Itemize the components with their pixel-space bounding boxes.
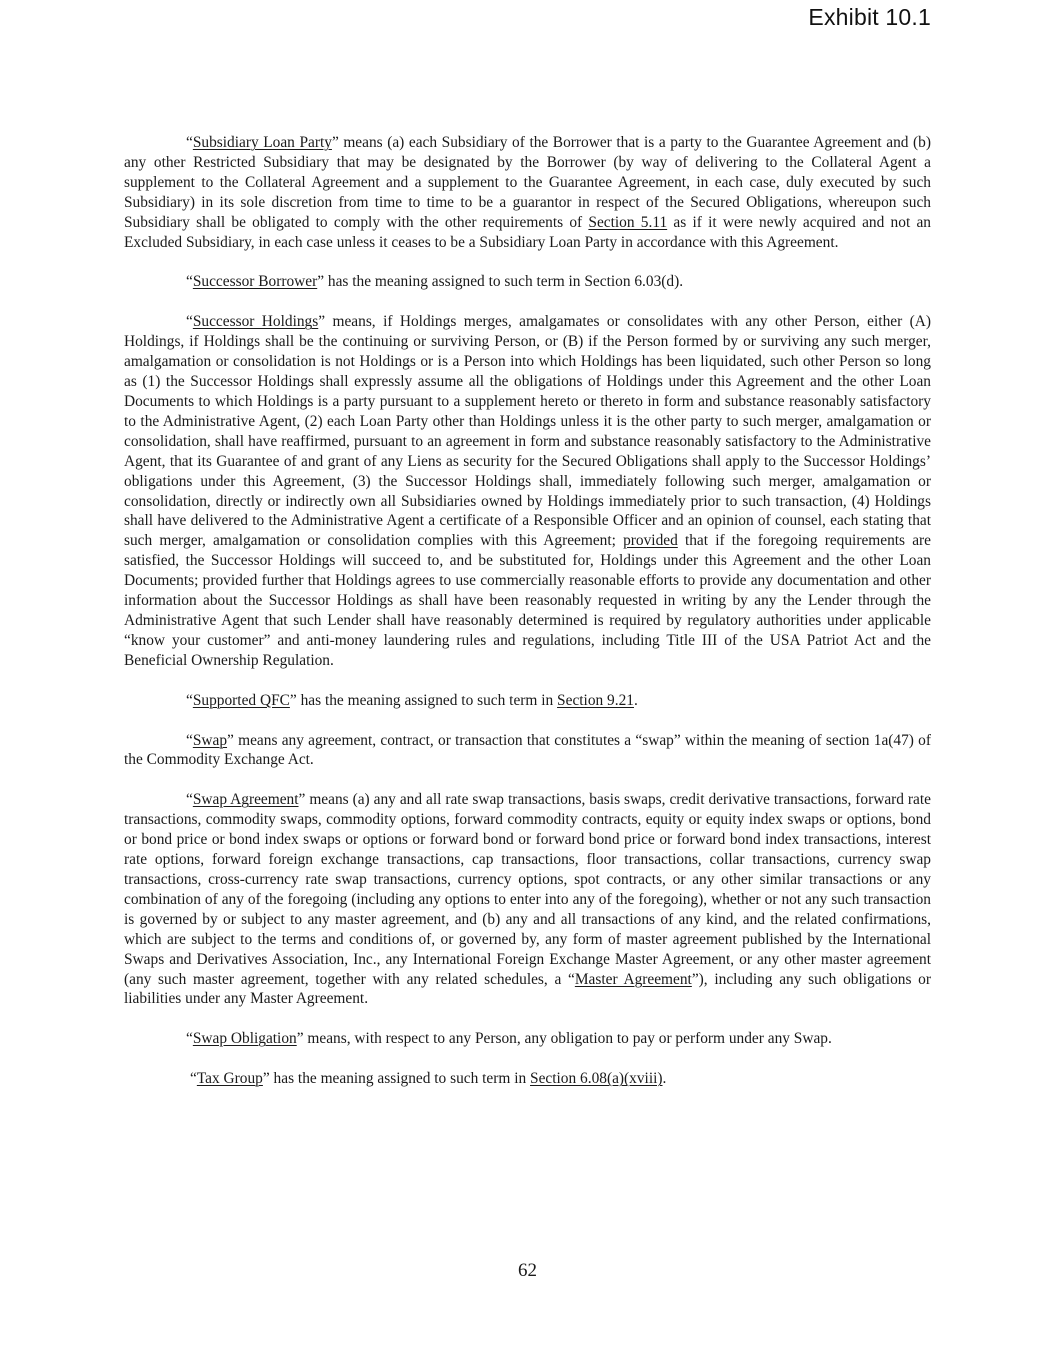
exhibit-label: Exhibit 10.1 (808, 4, 931, 30)
definition-swap (124, 731, 931, 771)
defined-term: Supported QFC (192, 691, 290, 709)
definition-text: that if the foregoing requirements are satisfied, the Successor Holdings will succeed to, and be substituted for, Holdings under this Agreement and the other Loan Documents; provided further that Holdings agrees to use commercially reasonable efforts to provide any documentation and other information about the Successor Holdings as shall have been reasonably requested in writing by any the Lender through the Administrative Agent that such Lender shall have reasonably determined is required by regulatory authorities under applicable “know your customer” and anti-money laundering rules and regulations, including Title III of the USA Patriot Act and the Beneficial Ownership Regulation. (124, 532, 931, 669)
defined-term: Tax Group (196, 1070, 263, 1088)
definition-subsidiary-loan-party (124, 133, 931, 252)
definition-tax-group (124, 1069, 931, 1089)
inner-defined-term: Master Agreement (574, 970, 692, 988)
section-reference: Section 9.21 (557, 691, 634, 709)
open-quote: “ (186, 791, 193, 809)
definition-text: as if it were newly acquired and not an Excluded Subsidiary, in each case unless it ceases to be a Subsidiary Loan Party in accordance with this Agreement. (124, 213, 931, 251)
open-quote: “ (186, 1030, 193, 1048)
definition-text: . (662, 1070, 667, 1088)
definition-text: ” has the meaning assigned to such term in (262, 1070, 531, 1088)
open-quote: “ (186, 134, 193, 151)
document-body (124, 133, 931, 1109)
definition-swap-obligation (124, 1029, 931, 1049)
definition-successor-holdings (124, 312, 931, 670)
defined-term: Swap (192, 731, 228, 749)
open-quote: “ (186, 691, 193, 709)
defined-term: Successor Borrower (192, 273, 318, 291)
page-number: 62 (518, 1260, 537, 1281)
section-reference: Section 5.11 (588, 213, 668, 231)
definition-text: . (634, 691, 638, 709)
definition-supported-qfc (124, 691, 931, 711)
open-quote: “ (186, 313, 193, 331)
section-reference: Section 6.08(a)(xviii) (530, 1070, 663, 1088)
definition-text: ” means, with respect to any Person, any obligation to pay or perform under any Swap. (296, 1030, 832, 1048)
definition-swap-agreement (124, 790, 931, 1009)
definition-text: ”), including any such obligations or liabilities under any Master Agreement. (124, 970, 931, 1008)
open-quote: “ (186, 731, 193, 749)
definition-text: ” means any agreement, contract, or transaction that constitutes a “swap” within the meaning of section 1a(47) of the Commodity Exchange Act. (124, 731, 931, 769)
definition-text: ” has the meaning assigned to such term in (289, 691, 558, 709)
defined-term: Successor Holdings (192, 313, 319, 331)
provided-term: provided (623, 532, 678, 550)
defined-term: Swap Agreement (192, 791, 299, 809)
open-quote: “ (190, 1070, 197, 1088)
definition-successor-borrower (124, 272, 931, 292)
defined-term: Subsidiary Loan Party (192, 134, 332, 151)
definition-text: ” means (a) any and all rate swap transactions, basis swaps, credit derivative transactions, forward rate transactions, commodity swaps, commodity options, forward commodity contracts, equity or equity index swaps or options, bond or bond price or bond index swaps or options or forward bond or forward bond price or forward bond index transactions, interest rate options, forward foreign exchange transactions, cap transactions, floor transactions, collar transactions, currency swap transactions, cross-currency rate swap transactions, currency options, spot contracts, or any other similar transactions or any combination of any of the foregoing (including any options to enter into any of the foregoing), whether or not any such transaction is governed by or subject to any master agreement, and (b) any and all transactions of any kind, and the related confirmations, which are subject to the terms and conditions of, or governed by, any form of master agreement published by the International Swaps and Derivatives Association, Inc., any International Foreign Exchange Master Agreement, or any other master agreement (any such master agreement, together with any related schedules, a “ (124, 791, 931, 988)
defined-term: Swap Obligation (192, 1030, 297, 1048)
definition-text: ” has the meaning assigned to such term in Section 6.03(d). (317, 273, 684, 291)
definition-text: ” means, if Holdings merges, amalgamates or consolidates with any other Person, either (A) Holdings, if Holdings shall be the continuing or surviving Person, or (B) if the Person formed by or surviving any such merger, amalgamation or consolidation is not Holdings or is a Person into which Holdings has been liquidated, such other Person so long as (1) the Successor Holdings shall expressly assume all the obligations of Holdings under this Agreement and the other Loan Documents to which Holdings is a party pursuant to a supplement hereto or thereto in form and substance reasonably satisfactory to the Administrative Agent, (2) each Loan Party other than Holdings unless it is the other party to such merger, amalgamation or consolidation, shall have reaffirmed, pursuant to an agreement in form and substance reasonably satisfactory to the Administrative Agent, that its Guarantee of and grant of any Liens as security for the Secured Obligations shall apply to the Successor Holdings’ obligations under this Agreement, (3) the Successor Holdings shall, immediately following such merger, amalgamation or consolidation, directly or indirectly own all Subsidiaries owned by Holdings immediately prior to such transaction, (4) Holdings shall have delivered to the Administrative Agent a certificate of a Responsible Officer and an opinion of counsel, each stating that such merger, amalgamation or consolidation complies with this Agreement; (124, 313, 931, 550)
open-quote: “ (186, 273, 193, 291)
definition-text: ” means (a) each Subsidiary of the Borrower that is a party to the Guarantee Agreement and (b) any other Restricted Subsidiary that may be designated by the Borrower (by way of delivering to the Collateral Agent a supplement to the Collateral Agreement and a supplement to the Guarantee Agreement, in each case, duly executed by such Subsidiary) in its sole discretion from time to time to be a guarantor in respect of the Secured Obligations, whereupon such Subsidiary shall be obligated to comply with the other requirements of (124, 134, 931, 231)
